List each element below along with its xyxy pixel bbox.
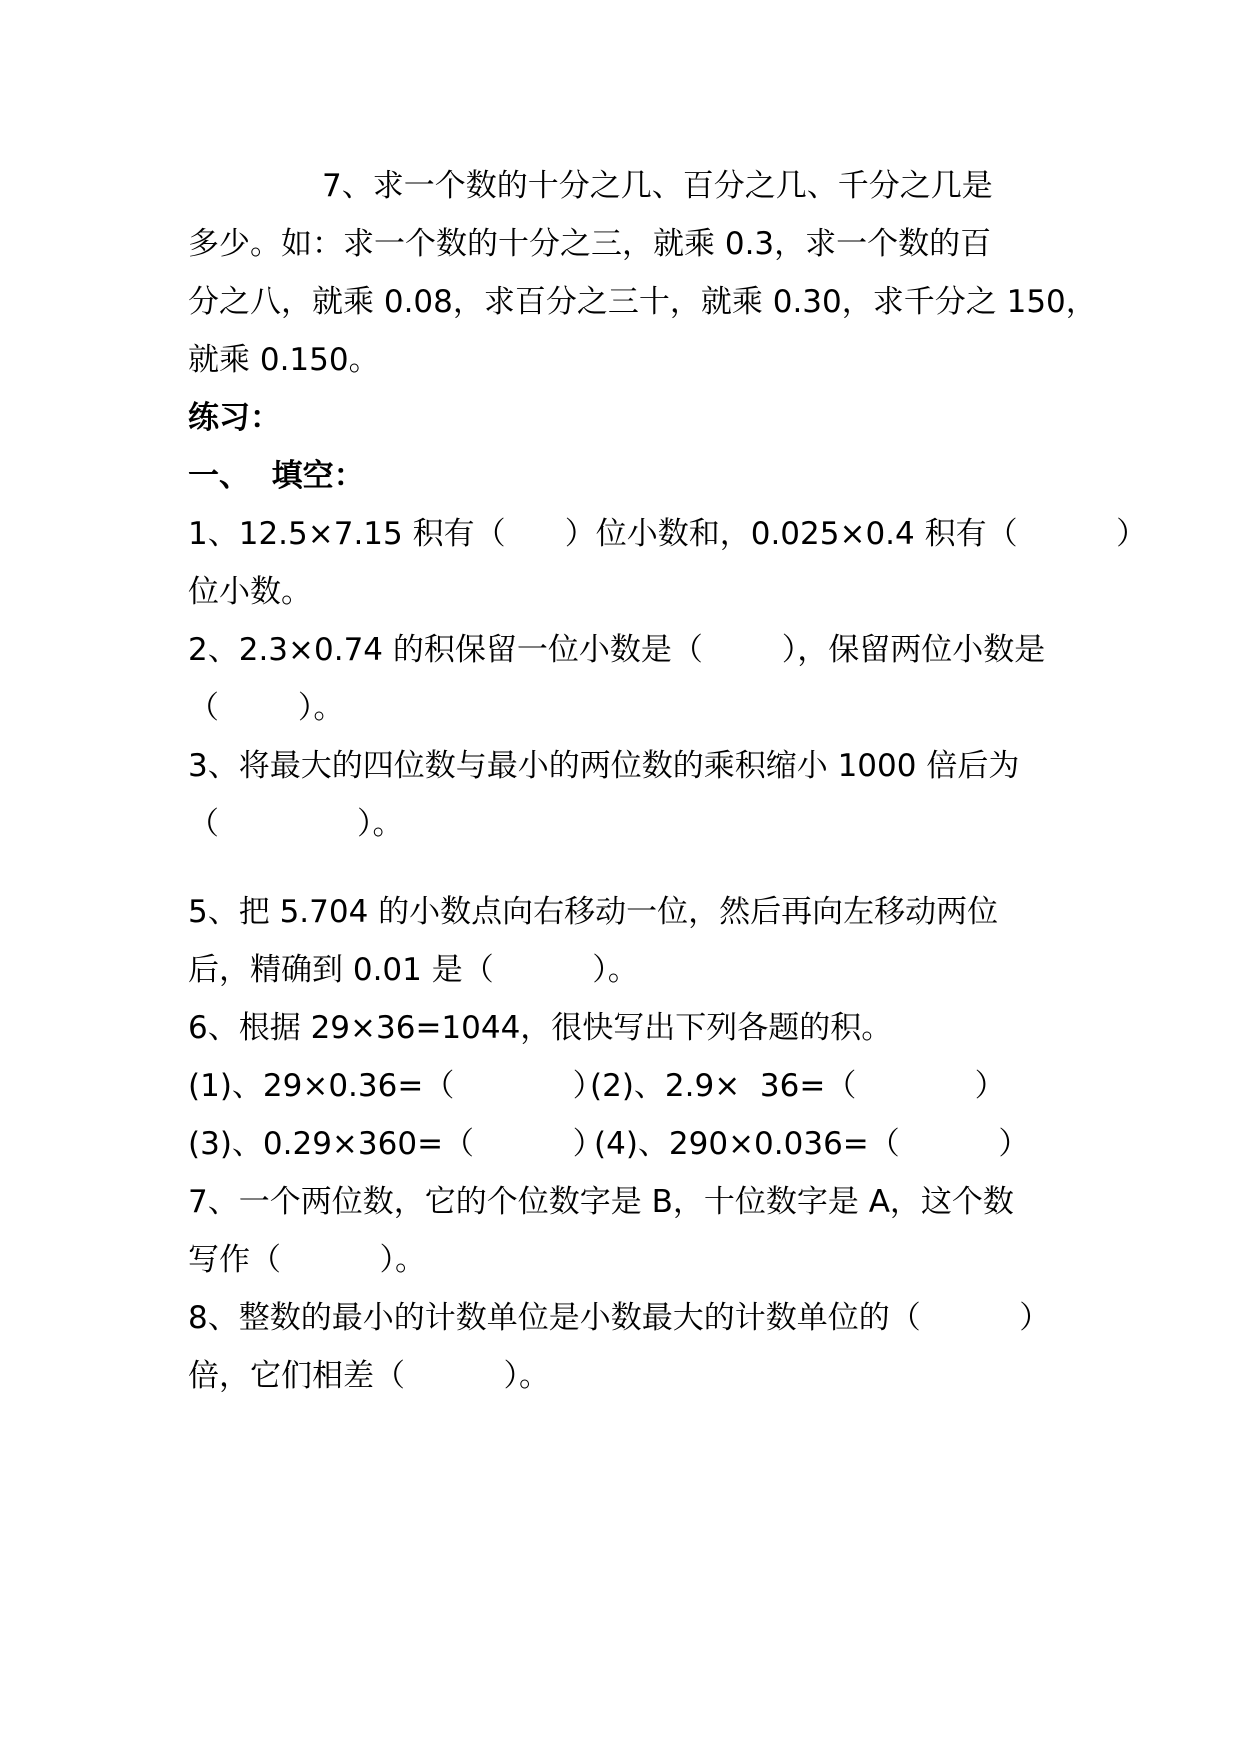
intro-line-2: 多少。如：求一个数的十分之三，就乘 0.3，求一个数的百 (188, 226, 992, 262)
question-3-line-1: 3、将最大的四位数与最小的两位数的乘积缩小 1000 倍后为 (188, 748, 1020, 784)
question-6-sub-2: (2)、2.9× 36=（ ） (590, 1068, 1006, 1104)
question-3-line-2: （ ）。 (188, 806, 404, 842)
question-8-line-1: 8、整数的最小的计数单位是小数最大的计数单位的（ ） (188, 1300, 1051, 1336)
intro-line-4: 就乘 0.150。 (188, 342, 380, 378)
question-8-line-2: 倍，它们相差（ ）。 (188, 1358, 551, 1394)
question-5-line-1: 5、把 5.704 的小数点向右移动一位，然后再向左移动两位 (188, 894, 999, 930)
question-7-line-2: 写作（ ）。 (188, 1242, 427, 1278)
question-1-line-2: 位小数。 (188, 574, 312, 610)
question-1-line-1: 1、12.5×7.15 积有（ ）位小数和，0.025×0.4 积有（ ） (188, 516, 1148, 552)
question-6-sub-1: (1)、29×0.36=（ ） (188, 1068, 604, 1104)
question-7-line-1: 7、一个两位数，它的个位数字是 B，十位数字是 A，这个数 (188, 1184, 1014, 1220)
intro-line-1: 7、求一个数的十分之几、百分之几、千分之几是 (322, 168, 993, 204)
section-heading: 一、 填空： (188, 458, 365, 494)
question-5-line-2: 后，精确到 0.01 是（ ）。 (188, 952, 639, 988)
question-2-line-1: 2、2.3×0.74 的积保留一位小数是（ ），保留两位小数是 (188, 632, 1046, 668)
intro-line-3: 分之八，就乘 0.08，求百分之三十，就乘 0.30，求千分之 150， (188, 284, 1097, 320)
practice-heading: 练习： (188, 400, 281, 436)
question-6-line-1: 6、根据 29×36=1044，很快写出下列各题的积。 (188, 1010, 893, 1046)
question-2-line-2: （ ）。 (188, 690, 345, 726)
question-6-sub-4: (4)、290×0.036=（ ） (594, 1126, 1030, 1162)
question-6-sub-3: (3)、0.29×360=（ ） (188, 1126, 604, 1162)
